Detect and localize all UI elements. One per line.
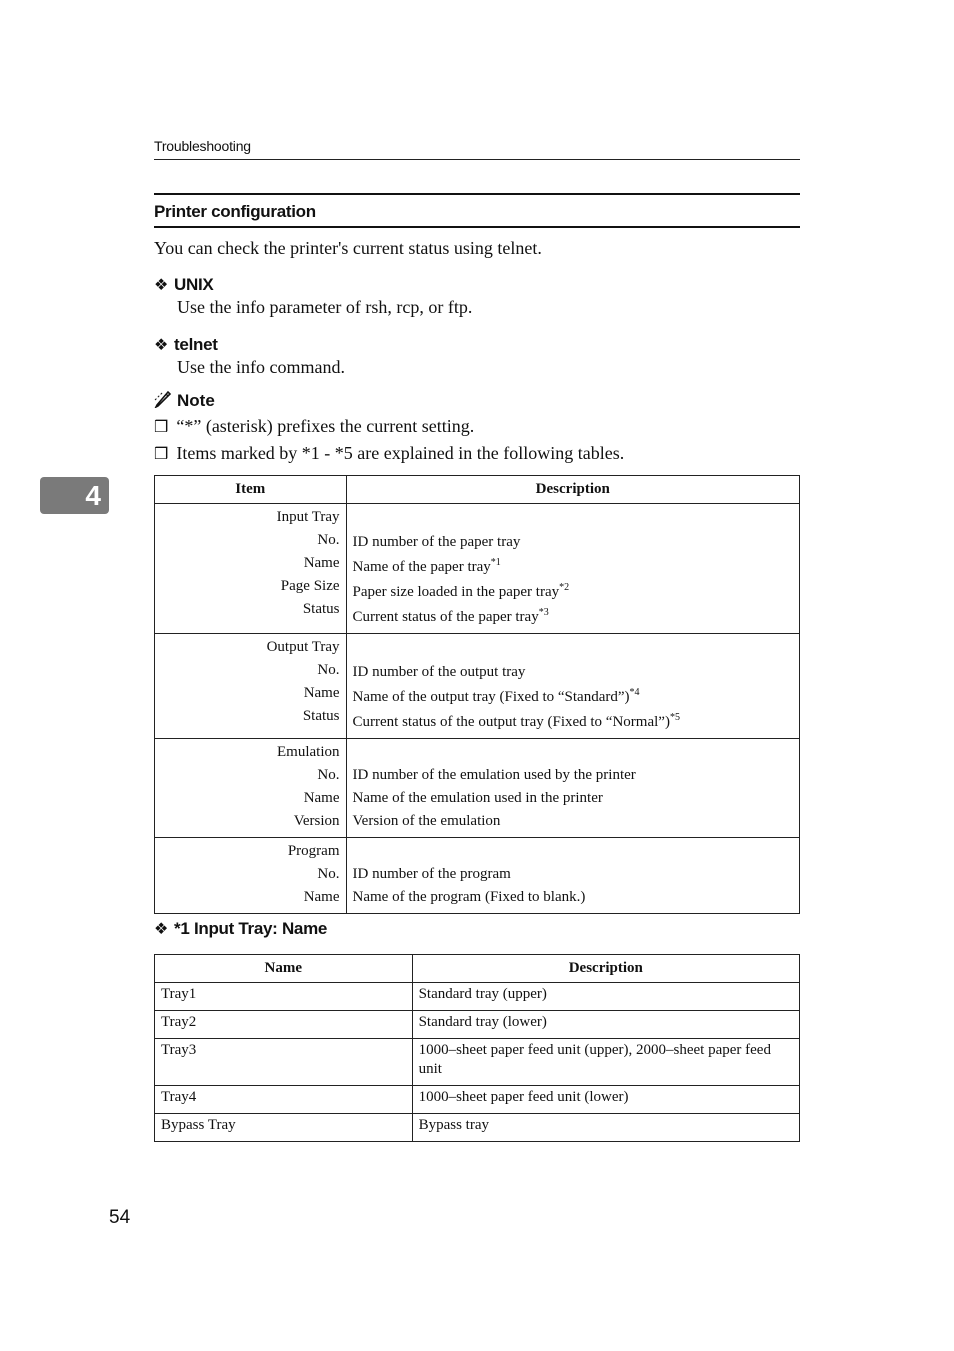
checkbox-bullet-icon: ❒ [154, 446, 169, 463]
tray-desc-cell: Bypass tray [412, 1114, 799, 1142]
description-text: ID number of the output tray [352, 664, 526, 680]
telnet-text: Use the info command. [177, 357, 345, 377]
page-number: 54 [109, 1207, 131, 1228]
footnote-ref: *2 [559, 582, 570, 593]
table-group-emulation [155, 739, 800, 838]
running-header: Troubleshooting [154, 138, 251, 154]
item-cell [155, 739, 347, 838]
note-heading-label: Note [177, 391, 215, 410]
checkbox-bullet-icon: ❒ [154, 419, 169, 436]
note-item [154, 416, 474, 437]
item-label: No. [317, 662, 340, 678]
description-text: Name of the paper tray [352, 559, 491, 575]
table-header-row [155, 476, 800, 504]
description-cell [346, 838, 799, 914]
telnet-heading-label: telnet [174, 335, 218, 354]
note-item-text: Items marked by *1 - *5 are explained in the following tables. [176, 443, 625, 463]
group-title: Program [287, 843, 340, 859]
header-rule [154, 159, 800, 160]
table-group-input-tray [155, 504, 800, 634]
printer-config-table [154, 475, 800, 914]
group-title: Input Tray [276, 509, 340, 525]
group-title: Output Tray [266, 639, 340, 655]
item-label: Version [293, 813, 340, 829]
item-label: Name [303, 555, 340, 571]
tray-desc-cell: Standard tray (upper) [412, 983, 799, 1011]
item-label: No. [317, 866, 340, 882]
tray-name-cell: Tray1 [155, 983, 413, 1011]
tray-name-cell: Tray4 [155, 1086, 413, 1114]
table-row [155, 1114, 800, 1142]
description-text: ID number of the emulation used by the printer [352, 767, 636, 783]
footnote-ref: *5 [669, 712, 680, 723]
section-title: Printer configuration [154, 202, 316, 221]
intro-text: You can check the printer's current status using telnet. [154, 238, 542, 258]
item-label: Name [303, 790, 340, 806]
item-label: Name [303, 889, 340, 905]
diamond-bullet-icon: ❖ [154, 337, 169, 354]
description-text: Current status of the output tray (Fixed to “Normal”) [352, 714, 670, 730]
item-cell [155, 504, 347, 634]
table-row [155, 983, 800, 1011]
description-cell [346, 739, 799, 838]
table-row [155, 1086, 800, 1114]
item-label: Status [302, 708, 340, 724]
tray-desc-cell: 1000–sheet paper feed unit (upper), 2000–sheet paper feed unit [412, 1039, 799, 1086]
description-text: ID number of the program [352, 866, 511, 882]
table-group-output-tray [155, 634, 800, 739]
input-tray-name-table [154, 954, 800, 1142]
chapter-tab: 4 [40, 477, 109, 514]
column-header-description: Description [346, 476, 799, 504]
input-tray-name-heading [154, 919, 327, 939]
note-item-text: “*” (asterisk) prefixes the current setting. [176, 416, 475, 436]
footnote-ref: *1 [490, 557, 501, 568]
tray-desc-cell: Standard tray (lower) [412, 1011, 799, 1039]
table-row [155, 1039, 800, 1086]
item-label: No. [317, 532, 340, 548]
table-group-program [155, 838, 800, 914]
description-cell [346, 634, 799, 739]
column-header-item: Item [155, 476, 347, 504]
item-label: Name [303, 685, 340, 701]
description-text: Name of the output tray (Fixed to “Standard”) [352, 689, 630, 705]
telnet-heading [154, 335, 218, 355]
pencil-note-icon [154, 390, 173, 408]
unix-heading-label: UNIX [174, 275, 214, 294]
description-text: Name of the emulation used in the printer [352, 790, 603, 806]
column-header-name: Name [155, 955, 413, 983]
item-label: Page Size [280, 578, 340, 594]
diamond-bullet-icon: ❖ [154, 277, 169, 294]
description-text: Paper size loaded in the paper tray [352, 584, 560, 600]
tray-name-cell: Tray3 [155, 1039, 413, 1086]
tray-name-cell: Bypass Tray [155, 1114, 413, 1142]
column-header-description: Description [412, 955, 799, 983]
item-cell [155, 838, 347, 914]
description-cell [346, 504, 799, 634]
note-heading [154, 390, 215, 411]
unix-text: Use the info parameter of rsh, rcp, or ftp. [177, 297, 473, 317]
item-cell [155, 634, 347, 739]
item-label: Status [302, 601, 340, 617]
description-text: Version of the emulation [352, 813, 501, 829]
footnote-ref: *3 [538, 607, 549, 618]
input-tray-name-heading-label: *1 Input Tray: Name [174, 919, 328, 938]
table-row [155, 1011, 800, 1039]
note-item [154, 443, 624, 464]
diamond-bullet-icon: ❖ [154, 921, 169, 938]
item-label: No. [317, 767, 340, 783]
description-text: Name of the program (Fixed to blank.) [352, 889, 586, 905]
tray-desc-cell: 1000–sheet paper feed unit (lower) [412, 1086, 799, 1114]
tray-name-cell: Tray2 [155, 1011, 413, 1039]
description-text: ID number of the paper tray [352, 534, 521, 550]
group-title: Emulation [277, 744, 340, 760]
section-heading-box [154, 193, 800, 228]
table-header-row [155, 955, 800, 983]
description-text: Current status of the paper tray [352, 609, 539, 625]
unix-heading [154, 275, 213, 295]
footnote-ref: *4 [629, 687, 640, 698]
